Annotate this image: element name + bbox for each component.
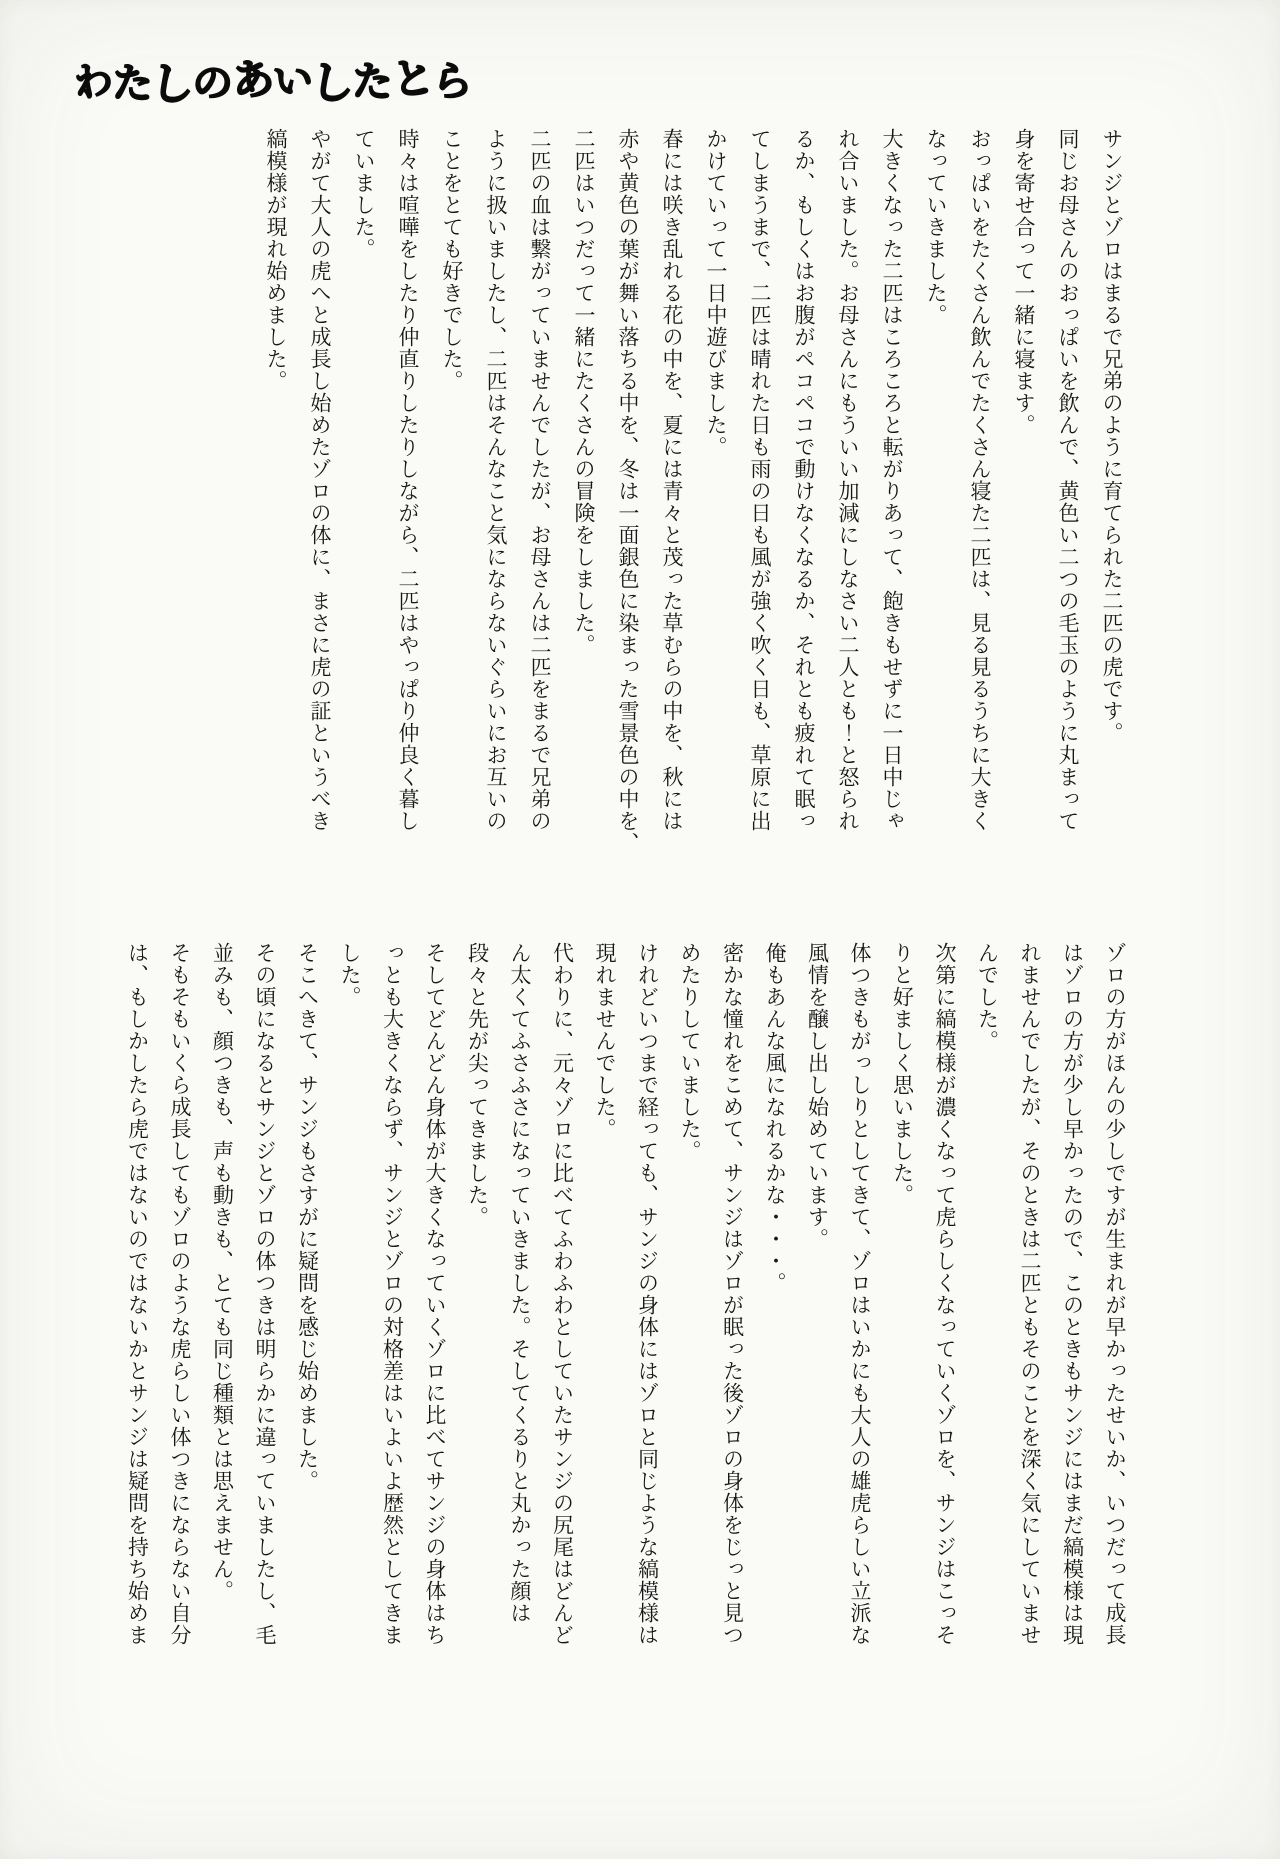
text-column: そもそもいくら成長してもゾロのような虎らしい体つきにならない自分 [168,942,192,1646]
text-column: けれどいつまで経っても、サンジの身体にはゾロと同じような縞模様は [635,942,660,1646]
text-column: 時々は喧嘩をしたり仲直りしたりしながら、二匹はやっぱり仲良く暮し [396,128,420,832]
text-column: 体つきもがっしりとしてきて、ゾロはいかにも大人の雄虎らしい立派な [848,942,872,1646]
text-column: んでした。 [975,942,1000,1052]
text-column: ように扱いましたし、二匹はそんなこと気にならないぐらいにお互いの [484,128,508,832]
text-column: はゾロの方が少し早かったので、このときもサンジにはまだ縞模様は現 [1060,942,1085,1646]
text-column: れ合いました。お母さんにもういい加減にしなさい二人とも！と怒られ [836,128,860,832]
text-column: 春には咲き乱れる花の中を、夏には青々と茂った草むらの中を、秋には [660,128,684,832]
text-column: なっていきました。 [924,128,948,326]
text-column: かけていって一日中遊びました。 [704,128,728,458]
text-column: 同じお母さんのおっぱいを飲んで、黄色い二つの毛玉のように丸まって [1056,128,1080,832]
text-column: ことをとても好きでした。 [440,128,464,392]
text-column: 赤や黄色の葉が舞い落ちる中を、冬は一面銀色に染まった雪景色の中を、 [616,128,640,854]
lower-text-block [116,942,1136,1722]
text-column: っとも大きくならず、サンジとゾロの対格差はいよいよ歴然としてきま [380,942,405,1646]
text-column: 身を寄せ合って一緒に寝ます。 [1012,128,1036,436]
text-column: そしてどんどん身体が大きくなっていくゾロに比べてサンジの身体はち [423,942,447,1646]
page-title: わたしのあいしたとら [70,52,473,112]
text-column: 二匹の血は繋がっていませんでしたが、お母さんは二匹をまるで兄弟の [528,128,552,832]
text-column: 密かな憧れをこめて、サンジはゾロが眠った後ゾロの身体をじっと見つ [720,942,745,1646]
text-column: りと好ましく思いました。 [890,942,915,1206]
text-column: 代わりに、元々ゾロに比べてふわふわとしていたサンジの尻尾はどんど [550,942,575,1646]
text-column: は、もしかしたら虎ではないのではないかとサンジは疑問を持ち始めま [125,942,150,1646]
text-column: 現れませんでした。 [593,942,617,1140]
text-column: 縞模様が現れ始めました。 [264,128,288,392]
text-column: てしまうまで、二匹は晴れた日も雨の日も風が強く吹く日も、草原に出 [748,128,772,832]
text-column: ていました。 [352,128,376,260]
upper-text-block [254,128,1134,908]
text-column: めたりしていました。 [678,942,702,1162]
text-column: ん太くてふさふさになっていきました。そしてくるりと丸かった顔は [508,942,532,1624]
text-column: サンジとゾロはまるで兄弟のように育てられた二匹の虎です。 [1100,128,1124,744]
text-column: れませんでしたが、そのときは二匹ともそのことを深く気にしていませ [1018,942,1042,1646]
text-column: おっぱいをたくさん飲んでたくさん寝た二匹は、見る見るうちに大きく [968,128,992,832]
text-column: ゾロの方がほんの少しですが生まれが早かったせいか、いつだって成長 [1103,942,1127,1646]
text-column: そこへきて、サンジもさすがに疑問を感じ始めました。 [295,942,320,1492]
text-column: 風情を醸し出し始めています。 [805,942,830,1250]
text-column: やがて大人の虎へと成長し始めたゾロの体に、まさに虎の証というべき [308,128,332,832]
text-column: 段々と先が尖ってきました。 [465,942,490,1228]
text-column: 二匹はいつだって一緒にたくさんの冒険をしました。 [572,128,596,656]
text-column: 大きくなった二匹はころころと転がりあって、飽きもせずに一日中じゃ [880,128,904,832]
text-column: るか、もしくはお腹がペコペコで動けなくなるか、それとも疲れて眠っ [792,128,816,832]
text-column: 俺もあんな風になれるかな・・・。 [763,942,787,1294]
text-column: した。 [338,942,362,1008]
text-column: 並みも、顔つきも、声も動きも、とても同じ種類とは思えません。 [210,942,235,1602]
text-column: その頃になるとサンジとゾロの体つきは明らかに違っていましたし、毛 [253,942,277,1646]
text-column: 次第に縞模様が濃くなって虎らしくなっていくゾロを、サンジはこっそ [933,942,957,1646]
